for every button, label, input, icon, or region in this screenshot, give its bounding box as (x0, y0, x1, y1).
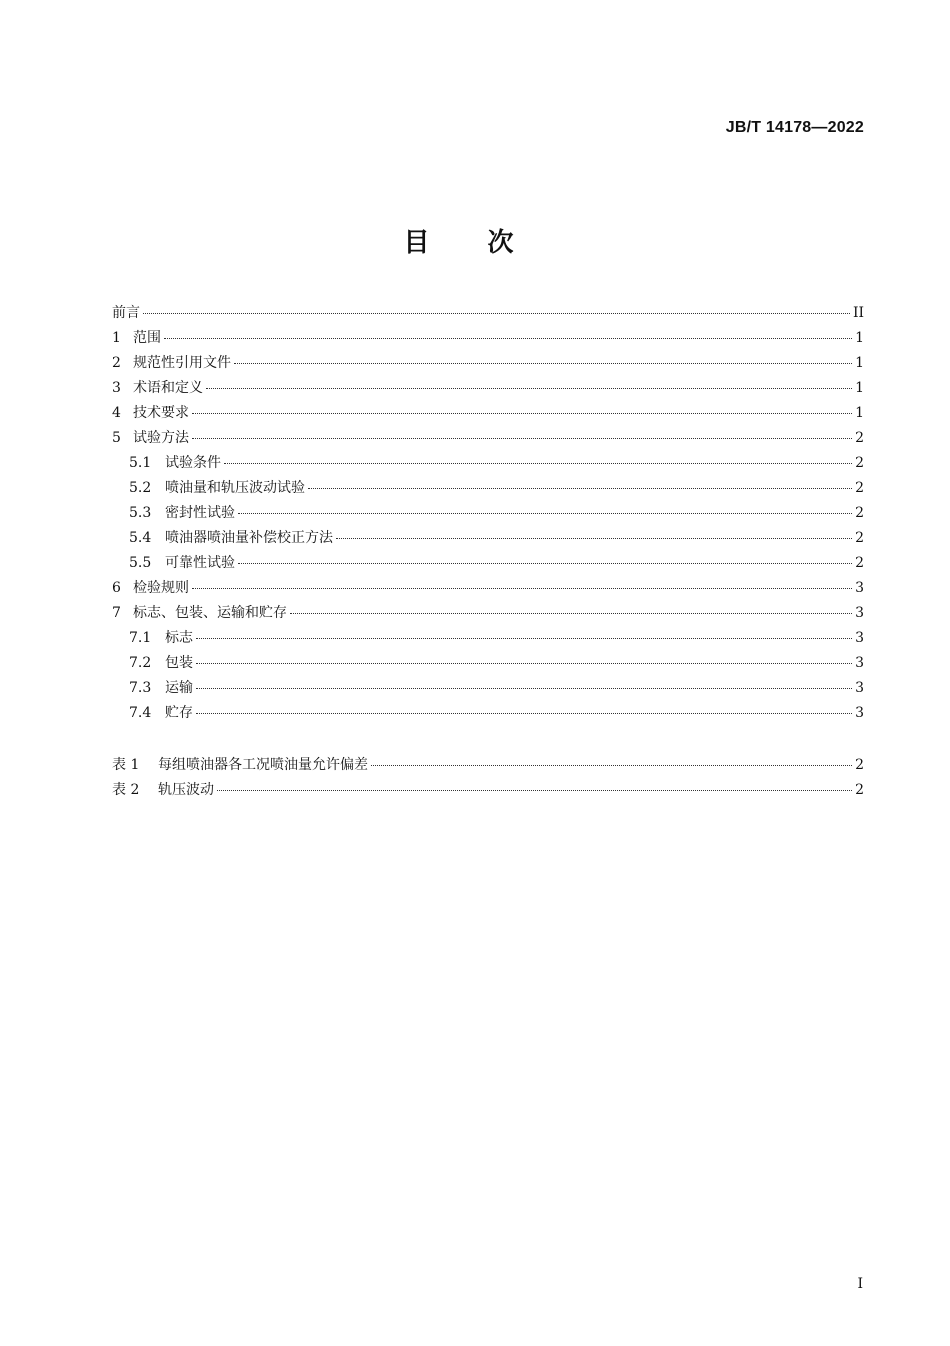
dot-leader (192, 413, 852, 414)
toc-table-1[interactable] (112, 754, 864, 776)
standard-number: JB/T 14178—2022 (725, 119, 864, 136)
toc-entry-page: 2 (855, 430, 864, 446)
toc-entry-label: 贮存 (165, 705, 193, 721)
toc-entry-number: 3 (112, 380, 121, 396)
toc-entry-page: 3 (855, 655, 864, 671)
toc-entry-number: 5.5 (129, 555, 152, 571)
dot-leader (238, 513, 852, 514)
toc-entry-1[interactable] (112, 327, 864, 349)
toc-entry-number: 4 (112, 405, 121, 421)
toc-entry-label: 规范性引用文件 (133, 355, 231, 371)
toc-entry-page: 2 (855, 757, 864, 773)
toc-entry-5-2[interactable] (112, 477, 864, 499)
toc-entry-number: 7 (112, 605, 121, 621)
toc-entry-page: 2 (855, 505, 864, 521)
toc-entry-page: 2 (855, 555, 864, 571)
toc-entry-label: 技术要求 (133, 405, 189, 421)
toc-entry-page: 2 (855, 530, 864, 546)
toc-entry-number: 7.3 (129, 680, 152, 696)
toc-entry-label: 包装 (165, 655, 193, 671)
toc-entry-number: 7.4 (129, 705, 152, 721)
toc-entry-5[interactable] (112, 427, 864, 449)
toc-entry-page: 3 (855, 605, 864, 621)
toc-entry-page: 2 (855, 480, 864, 496)
toc-entry-number: 5 (112, 430, 121, 446)
page-title: 目次 (403, 228, 572, 258)
dot-leader (234, 363, 852, 364)
toc-entry-label: 术语和定义 (133, 380, 203, 396)
toc-entry-page: 3 (855, 580, 864, 596)
toc-entry-number: 6 (112, 580, 121, 596)
toc-entry-label: 检验规则 (133, 580, 189, 596)
toc-entry-label: 标志 (165, 630, 193, 646)
toc-entry-page: II (852, 305, 864, 321)
toc-entry-label: 范围 (133, 330, 161, 346)
toc-entry-7-3[interactable] (112, 677, 864, 699)
toc-entry-page: 1 (855, 355, 864, 371)
toc-entry-label: 轨压波动 (158, 782, 214, 798)
toc-entry-page: 1 (855, 405, 864, 421)
toc-entry-page: 3 (855, 630, 864, 646)
toc-entry-2[interactable] (112, 352, 864, 374)
toc-entry-label: 标志、包装、运输和贮存 (133, 605, 287, 621)
dot-leader (164, 338, 852, 339)
toc-entry-number: 表 2 (112, 782, 140, 798)
toc-entry-7-1[interactable] (112, 627, 864, 649)
toc-entry-page: 2 (855, 782, 864, 798)
toc-entry-6[interactable] (112, 577, 864, 599)
toc-entry-page: 1 (855, 380, 864, 396)
dot-leader (206, 388, 852, 389)
dot-leader (238, 563, 852, 564)
dot-leader (192, 438, 852, 439)
dot-leader (196, 713, 852, 714)
toc-table-2[interactable] (112, 779, 864, 801)
toc-entry-label: 运输 (165, 680, 193, 696)
dot-leader (336, 538, 852, 539)
toc-entry-number: 5.3 (129, 505, 152, 521)
toc-entry-label: 可靠性试验 (165, 555, 235, 571)
toc-entry-5-4[interactable] (112, 527, 864, 549)
toc-entry-page: 2 (855, 455, 864, 471)
toc-entry-7-2[interactable] (112, 652, 864, 674)
toc-entry-number: 7.2 (129, 655, 152, 671)
dot-leader (217, 790, 852, 791)
dot-leader (196, 688, 852, 689)
toc-entry-page: 1 (855, 330, 864, 346)
toc-entry-label: 密封性试验 (165, 505, 235, 521)
dot-leader (224, 463, 852, 464)
page-number: I (857, 1276, 863, 1292)
toc-entry-7-4[interactable] (112, 702, 864, 724)
toc-entry-number: 5.4 (129, 530, 152, 546)
toc-entry-4[interactable] (112, 402, 864, 424)
dot-leader (196, 638, 852, 639)
toc-entry-number: 7.1 (129, 630, 152, 646)
toc-entry-label: 每组喷油器各工况喷油量允许偏差 (158, 757, 368, 773)
toc-entry-label: 喷油器喷油量补偿校正方法 (165, 530, 333, 546)
toc-entry-foreword[interactable] (112, 302, 864, 324)
toc-entry-number: 5.2 (129, 480, 152, 496)
dot-leader (143, 313, 850, 314)
toc-entry-5-3[interactable] (112, 502, 864, 524)
toc-entry-label: 试验方法 (133, 430, 189, 446)
dot-leader (192, 588, 852, 589)
dot-leader (371, 765, 852, 766)
dot-leader (290, 613, 852, 614)
toc-entry-number: 表 1 (112, 757, 140, 773)
dot-leader (308, 488, 852, 489)
toc-entry-number: 5.1 (129, 455, 152, 471)
toc-entry-5-1[interactable] (112, 452, 864, 474)
toc-entry-7[interactable] (112, 602, 864, 624)
toc-entry-label: 试验条件 (165, 455, 221, 471)
toc-entry-number: 2 (112, 355, 121, 371)
toc-entry-label: 喷油量和轨压波动试验 (165, 480, 305, 496)
toc-entry-number: 1 (112, 330, 121, 346)
toc-entry-page: 3 (855, 680, 864, 696)
dot-leader (196, 663, 852, 664)
toc-entry-3[interactable] (112, 377, 864, 399)
toc-entry-page: 3 (855, 705, 864, 721)
toc-entry-label: 前言 (112, 305, 140, 321)
toc-entry-5-5[interactable] (112, 552, 864, 574)
